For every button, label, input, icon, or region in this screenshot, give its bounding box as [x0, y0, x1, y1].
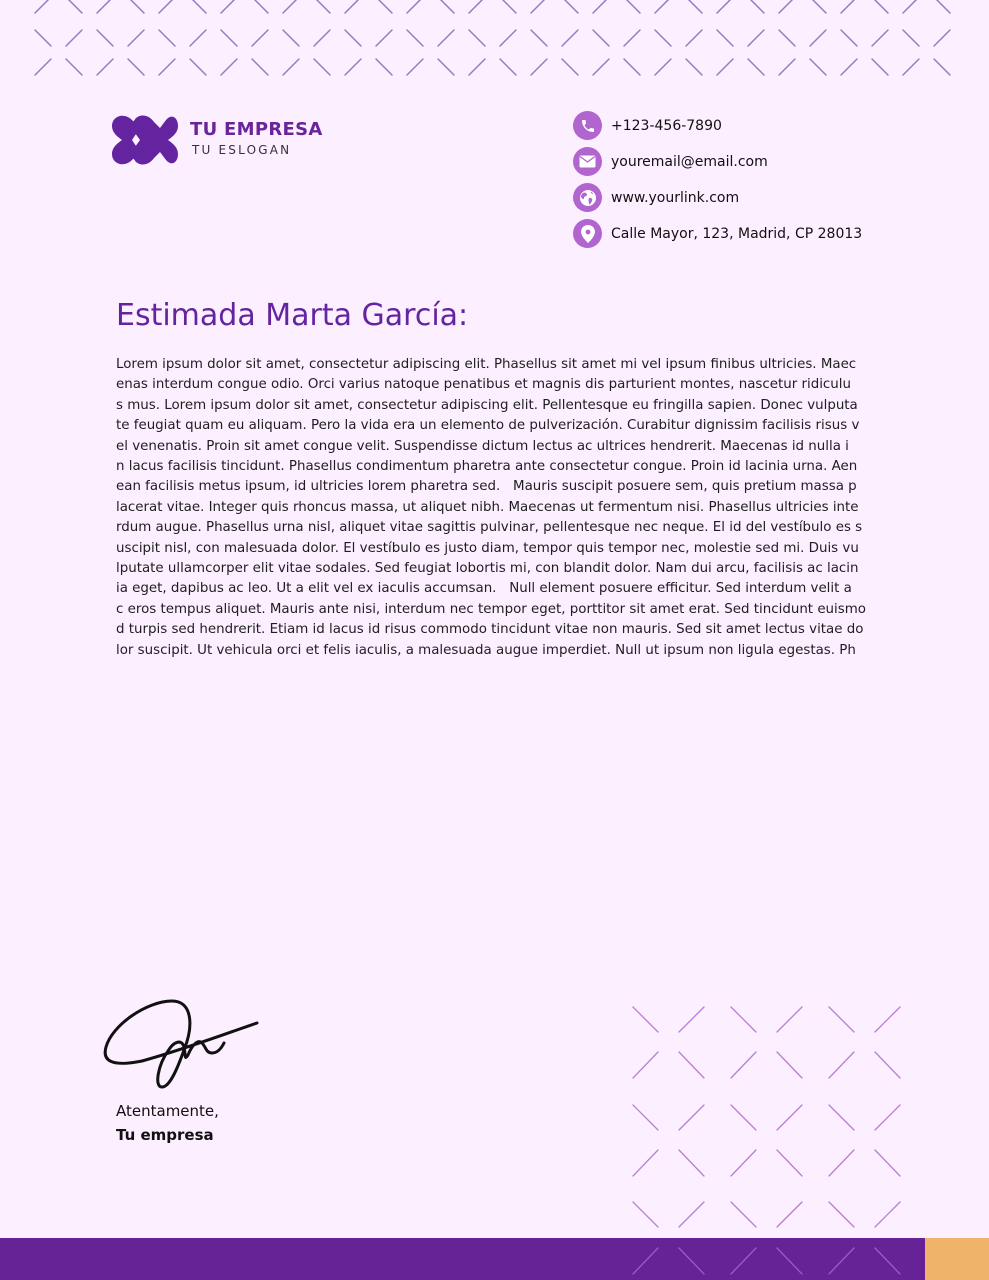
body-line: n lacus facilisis tincidunt. Phasellus condimentum pharetra ante consectetur congue. Proin id lacinia urna. Aen	[116, 459, 858, 475]
body-line: te feugiat quam eu aliquam. Pero la vida era un elemento de pulverización. Curabitur dignissim facilisis risus v	[116, 418, 860, 434]
body-line: s mus. Lorem ipsum dolor sit amet, consectetur adipiscing elit. Pellentesque eu fringilla sapien. Donec vulputa	[116, 397, 858, 413]
footer-diagonal-pattern	[620, 1238, 920, 1280]
body-line: rdum augue. Phasellus urna nisl, aliquet vitae sagittis pulvinar, pellentesque nec neque. El id del vestíbulo es s	[116, 520, 863, 536]
body-line: lputate ullamcorper elit vitae sodales. Sed feugiat lobortis mi, con blandit dolor. Nam dui arcu, facilisis ac lacin	[116, 561, 859, 577]
globe-icon	[573, 183, 602, 212]
footer-accent	[925, 1238, 989, 1280]
body-line: d turpis sed hendrerit. Etiam id lacus id risus commodo tincidunt vitae non mauris. Sed sit amet lectus vitae do	[116, 622, 864, 638]
contact-info	[573, 111, 862, 255]
contact-phone	[573, 111, 862, 140]
body-line: uscipit nisl, con malesuada dolor. El vestíbulo es justo diam, tempor quis tempor nec, molestie sed mi. Duis vu	[116, 540, 859, 556]
body-line: Lorem ipsum dolor sit amet, consectetur adipiscing elit. Phasellus sit amet mi vel ipsum finibus ultricies. Maec	[116, 357, 857, 372]
mail-icon	[573, 147, 602, 176]
body-line: lor suscipit. Ut vehicula orci et felis iaculis, a malesuada augue imperdiet. Null ut ipsum non ligula egestas. Ph	[116, 642, 856, 658]
phone-icon	[573, 111, 602, 140]
x-shape-logo-icon	[110, 114, 178, 166]
body-line: c eros tempus aliquet. Mauris ante nisi, interdum nec tempor eget, porttitor sit amet erat. Sed tincidunt euismo	[116, 601, 866, 617]
contact-address	[573, 219, 862, 248]
contact-text: youremail@email.com	[611, 153, 768, 170]
contact-website	[573, 183, 862, 212]
letter-greeting: Estimada Marta García:	[116, 298, 469, 333]
handwritten-signature-icon	[102, 995, 262, 1095]
body-line: enas interdum congue odio. Orci varius natoque penatibus et magnis dis parturient montes, nascetur ridiculu	[116, 377, 851, 393]
letter-body	[116, 355, 876, 661]
company-slogan: TU ESLOGAN	[192, 143, 292, 157]
contact-text: Calle Mayor, 123, Madrid, CP 28013	[611, 225, 863, 242]
brand	[190, 119, 323, 157]
body-line: el venenatis. Proin sit amet congue velit. Suspendisse dictum lectus ac ultrices hendrerit. Maecenas id nulla i	[116, 438, 849, 454]
company-name: TU EMPRESA	[190, 119, 323, 140]
body-line: lacerat vitae. Integer quis rhoncus massa, ut aliquet nibh. Maecenas ut fermentum nisi. Phasellus ultricies inte	[116, 499, 859, 515]
top-diagonal-pattern	[0, 0, 989, 90]
closing-block	[116, 1099, 219, 1147]
contact-text: www.yourlink.com	[611, 189, 740, 206]
signature-company: Tu empresa	[116, 1126, 214, 1144]
closing-text: Atentamente,	[116, 1102, 219, 1120]
body-line: ia eget, dapibus ac leo. Ut a elit vel ex iaculis accumsan. Null element posuere efficitur. Sed interdum velit a	[116, 581, 852, 597]
contact-email	[573, 147, 862, 176]
contact-text: +123-456-7890	[611, 117, 722, 134]
body-line: ean facilisis metus ipsum, id ultricies lorem pharetra sed. Mauris suscipit posuere sem, quis pretium massa p	[116, 479, 857, 495]
location-pin-icon	[573, 219, 602, 248]
